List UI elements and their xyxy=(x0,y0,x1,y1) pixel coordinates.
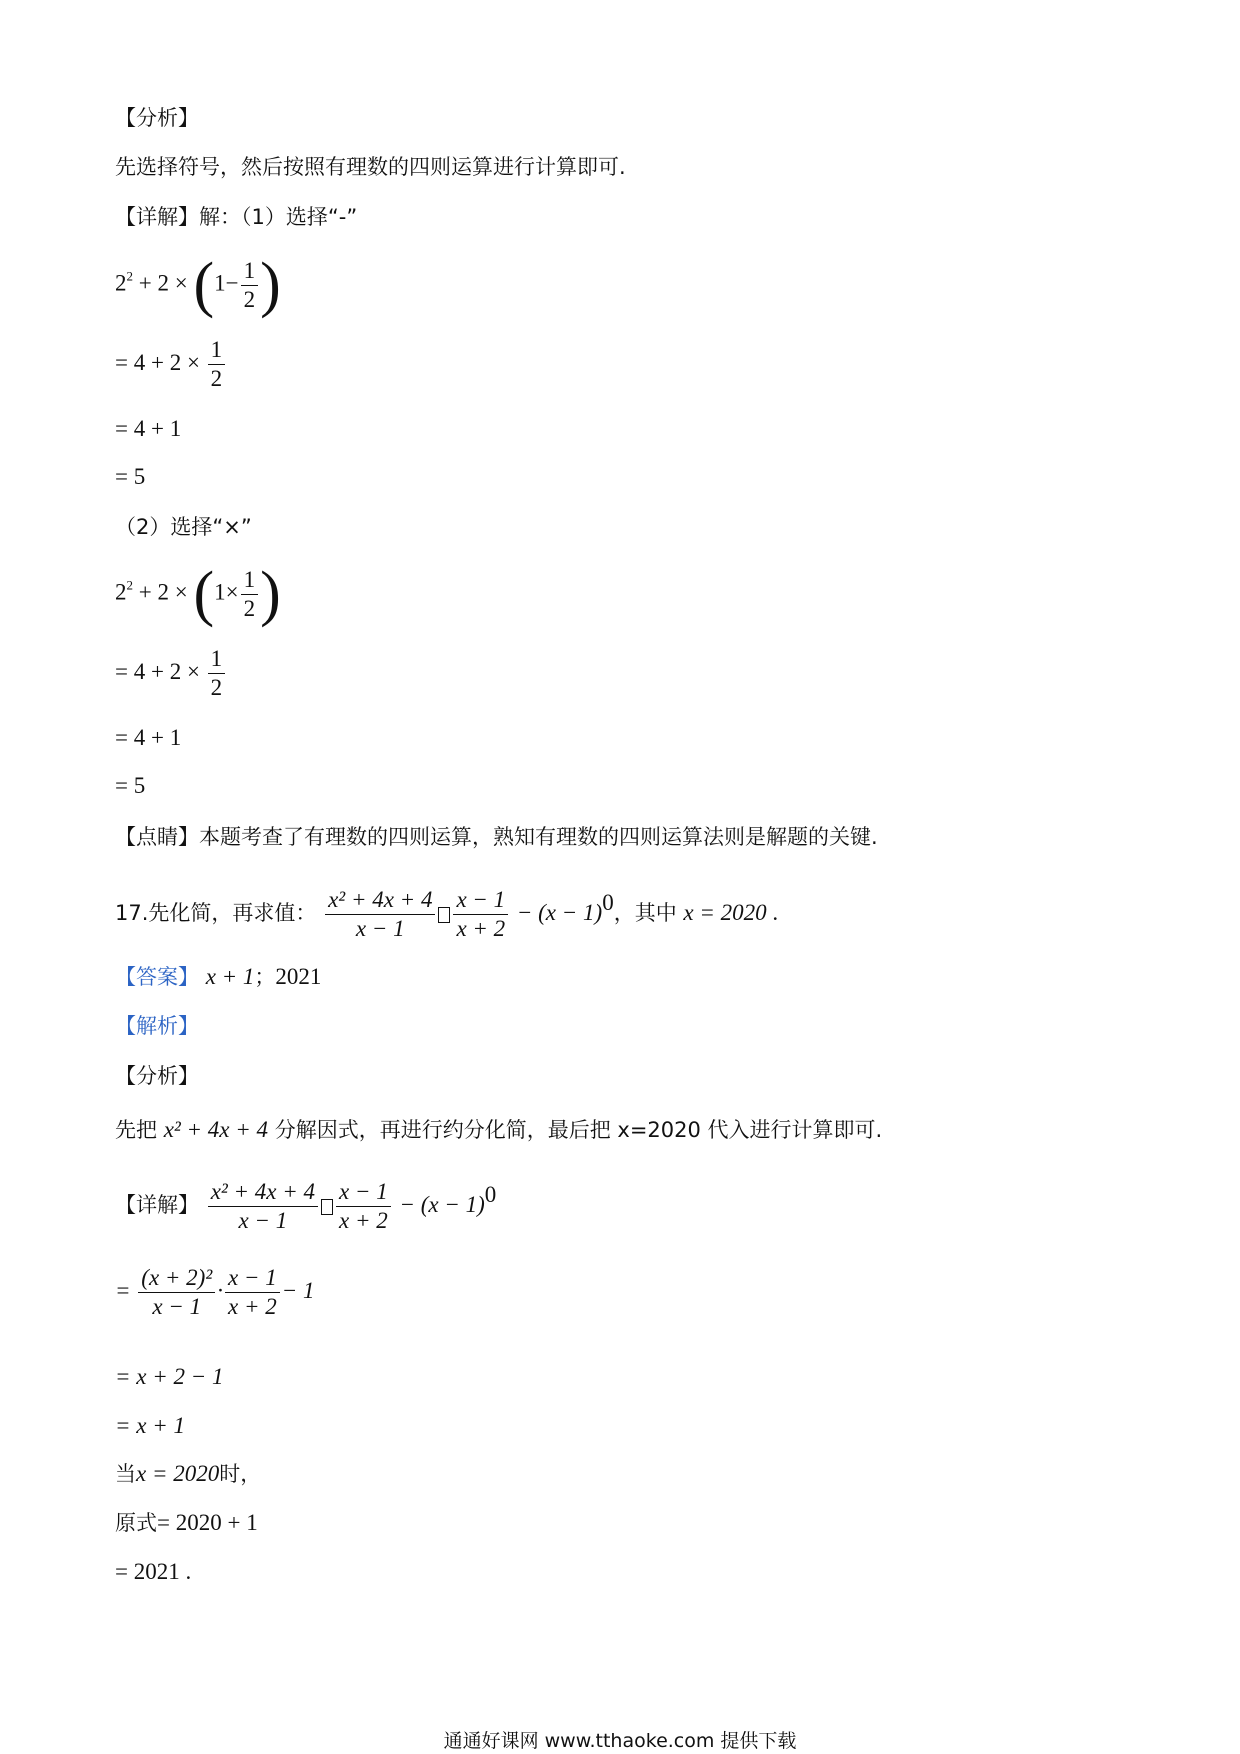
case1-base: 2 xyxy=(115,270,127,296)
detail2-fraction-2: $\frac{x - 1}{x + 2}$ xyxy=(336,1178,391,1235)
comment xyxy=(115,822,878,852)
explain-heading: 【解析】 xyxy=(115,1014,199,1038)
case1-exponent: 2 xyxy=(126,268,133,284)
right-paren: ) xyxy=(260,251,281,319)
case1-step1 xyxy=(115,336,227,393)
step1-fraction-2: $\frac{x - 1}{x + 2}$ xyxy=(225,1264,280,1321)
case2-step1-prefix: = 4 + 2 × xyxy=(115,658,200,684)
analysis-heading-text: 【分析】 xyxy=(115,106,199,130)
case2-step3: = 5 xyxy=(115,773,146,798)
detail2-expression xyxy=(115,1178,496,1235)
analysis-heading xyxy=(115,103,199,133)
case1-fraction: $\frac{1}{2}$ xyxy=(241,257,259,314)
analysis2-math: x² + 4x + 4 xyxy=(163,1117,269,1142)
q17-tail: − (x − 1) xyxy=(516,900,603,925)
missing-symbol-box xyxy=(321,1199,333,1215)
q17-fraction-2: $\frac{x - 1}{x + 2}$ xyxy=(453,886,508,943)
answer-heading: 【答案】 xyxy=(115,965,199,989)
when-line xyxy=(115,1459,261,1489)
case2-expression xyxy=(115,560,281,628)
case2-exponent: 2 xyxy=(126,577,133,593)
case1-operator: + 2 × xyxy=(138,270,188,296)
right-paren: ) xyxy=(260,560,281,628)
step1-tail: − 1 xyxy=(281,1277,315,1303)
case1-expression xyxy=(115,251,281,319)
q17-condition-text: ，其中 xyxy=(613,901,677,925)
step1-fraction-1: $\frac{\text{(x + 2)²}}{x - 1}$ xyxy=(138,1264,215,1321)
case2-one: 1 xyxy=(214,579,226,605)
analysis2-text xyxy=(115,1115,882,1145)
comment-heading: 【点睛】 xyxy=(115,825,199,849)
original-line xyxy=(115,1508,258,1538)
when-post: 时， xyxy=(219,1462,262,1486)
original-math: = 2020 + 1 xyxy=(157,1510,258,1535)
step1-dot: · xyxy=(217,1277,223,1303)
analysis2-pre: 先把 xyxy=(115,1118,157,1142)
case1-one: 1 xyxy=(214,270,226,296)
case2-paren-op: × xyxy=(225,579,239,605)
comment-text: 本题考查了有理数的四则运算，熟知有理数的四则运算法则是解题的关键. xyxy=(199,825,878,849)
case1-step3: = 5 xyxy=(115,464,146,489)
answer-separator: ； xyxy=(254,965,276,989)
answer-value: 2021 xyxy=(275,964,322,989)
detail2-step2: = x + 2 − 1 xyxy=(115,1364,224,1389)
left-paren: ( xyxy=(193,560,215,628)
case2-base: 2 xyxy=(115,579,127,605)
case2-fraction: $\frac{1}{2}$ xyxy=(241,566,259,623)
footer: 通通好课网 www.tthaoke.com 提供下载 xyxy=(443,1730,797,1752)
analysis-text: 先选择符号，然后按照有理数的四则运算进行计算即可. xyxy=(115,155,626,179)
detail-heading: 【详解】 xyxy=(115,205,199,229)
detail2-tail-exponent: 0 xyxy=(484,1182,497,1207)
detail2-step3: = x + 1 xyxy=(115,1413,185,1438)
detail2-fraction-1: $\frac{\text{x² + 4x + 4}}{x - 1}$ xyxy=(208,1178,318,1235)
detail2-heading: 【详解】 xyxy=(115,1193,199,1217)
answer-math: x + 1 xyxy=(205,964,255,989)
case1-step1-prefix: = 4 + 2 × xyxy=(115,349,200,375)
detail-intro xyxy=(115,202,357,232)
step1-equals: = xyxy=(115,1277,131,1303)
case1-step2: = 4 + 1 xyxy=(115,416,182,441)
q17-tail-exponent: 0 xyxy=(602,890,614,915)
when-pre: 当 xyxy=(115,1462,136,1486)
answer xyxy=(115,962,321,992)
q17-condition-math: x = 2020 xyxy=(683,900,767,925)
detail2-step1 xyxy=(115,1264,315,1321)
case1-step1-fraction: $\frac{1}{2}$ xyxy=(208,336,226,393)
when-math: x = 2020 xyxy=(136,1461,220,1486)
detail-intro-text: 解：（1）选择“-” xyxy=(199,205,358,229)
case2-step1-fraction: $\frac{1}{2}$ xyxy=(208,645,226,702)
question-17-prefix: 17.先化简，再求值： xyxy=(115,901,317,925)
detail2-tail: − (x − 1) xyxy=(399,1192,485,1217)
original-pre: 原式 xyxy=(115,1511,157,1535)
question-17 xyxy=(115,886,778,943)
analysis2-heading: 【分析】 xyxy=(115,1064,199,1088)
missing-symbol-box xyxy=(438,907,450,923)
case2-operator: + 2 × xyxy=(138,579,188,605)
left-paren: ( xyxy=(193,251,215,319)
case1-paren-op: − xyxy=(225,270,239,296)
case2-step2: = 4 + 1 xyxy=(115,725,182,750)
analysis2-post: 分解因式，再进行约分化简，最后把 x=2020 代入进行计算即可. xyxy=(274,1118,883,1142)
case2-label: （2）选择“×” xyxy=(115,515,252,539)
q17-fraction-1: $\frac{\text{x² + 4x + 4}}{x - 1}$ xyxy=(325,886,435,943)
case2-step1 xyxy=(115,645,227,702)
final-result: = 2021 . xyxy=(115,1559,192,1584)
q17-condition-end: . xyxy=(766,900,779,925)
